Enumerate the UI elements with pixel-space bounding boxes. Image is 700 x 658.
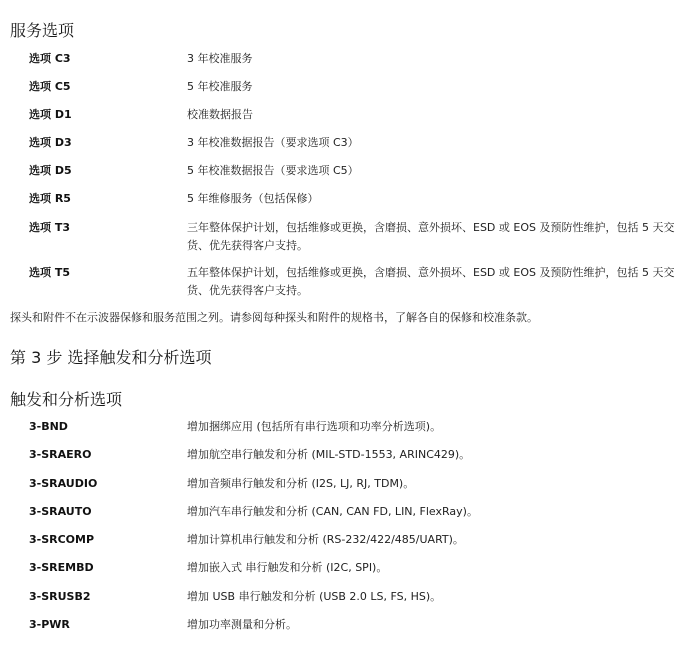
option-code: 选项 C3 — [29, 52, 71, 65]
option-code: 选项 D5 — [29, 164, 72, 177]
option-code: 选项 R5 — [29, 192, 71, 205]
option-code: 3-PWR — [29, 618, 70, 631]
option-description: 增加汽车串行触发和分析 (CAN, CAN FD, LIN, FlexRay)。 — [187, 505, 478, 518]
option-description: 3 年校准数据报告（要求选项 C3） — [187, 136, 359, 149]
option-code: 选项 T5 — [29, 266, 70, 279]
option-description: 增加音频串行触发和分析 (I2S, LJ, RJ, TDM)。 — [187, 477, 415, 490]
option-description: 3 年校准服务 — [187, 52, 253, 65]
option-description: 增加计算机串行触发和分析 (RS-232/422/485/UART)。 — [187, 533, 464, 546]
service-options-heading: 服务选项 — [10, 21, 75, 40]
option-description: 增加捆绑应用 (包括所有串行选项和功率分析选项)。 — [187, 420, 442, 433]
trigger-options-heading: 触发和分析选项 — [10, 390, 123, 409]
option-code: 选项 C5 — [29, 80, 71, 93]
option-description: 增加 USB 串行触发和分析 (USB 2.0 LS, FS, HS)。 — [187, 590, 442, 603]
option-code: 3-SRCOMP — [29, 533, 95, 546]
option-description: 五年整体保护计划，包括维修或更换，含磨损、意外损坏、ESD 或 EOS 及预防性维护，包括 5 天交货、优先获得客户支持。 — [187, 266, 675, 297]
option-code: 选项 T3 — [29, 221, 70, 234]
option-description: 5 年维修服务（包括保修） — [187, 192, 319, 205]
option-description: 增加功率测量和分析。 — [187, 618, 297, 631]
option-description: 三年整体保护计划，包括维修或更换，含磨损、意外损坏、ESD 或 EOS 及预防性维护，包括 5 天交货、优先获得客户支持。 — [187, 221, 675, 252]
warranty-note: 探头和附件不在示波器保修和服务范围之列。请参阅每种探头和附件的规格书，了解各自的保修和校准条款。 — [10, 311, 538, 324]
option-code: 3-SRUSB2 — [29, 590, 91, 603]
option-code: 选项 D3 — [29, 136, 72, 149]
option-code: 3-SRAUDIO — [29, 477, 98, 490]
option-code: 3-BND — [29, 420, 68, 433]
option-code: 3-SRAUTO — [29, 505, 92, 518]
option-description: 5 年校准服务 — [187, 80, 253, 93]
option-description: 校准数据报告 — [187, 108, 253, 121]
option-description: 增加航空串行触发和分析 (MIL-STD-1553, ARINC429)。 — [187, 448, 471, 461]
option-description: 5 年校准数据报告（要求选项 C5） — [187, 164, 359, 177]
option-code: 3-SREMBD — [29, 561, 94, 574]
option-description: 增加嵌入式 串行触发和分析 (I2C, SPI)。 — [187, 561, 388, 574]
option-code: 选项 D1 — [29, 108, 72, 121]
option-code: 3-SRAERO — [29, 448, 92, 461]
step3-heading: 第 3 步 选择触发和分析选项 — [10, 348, 212, 367]
